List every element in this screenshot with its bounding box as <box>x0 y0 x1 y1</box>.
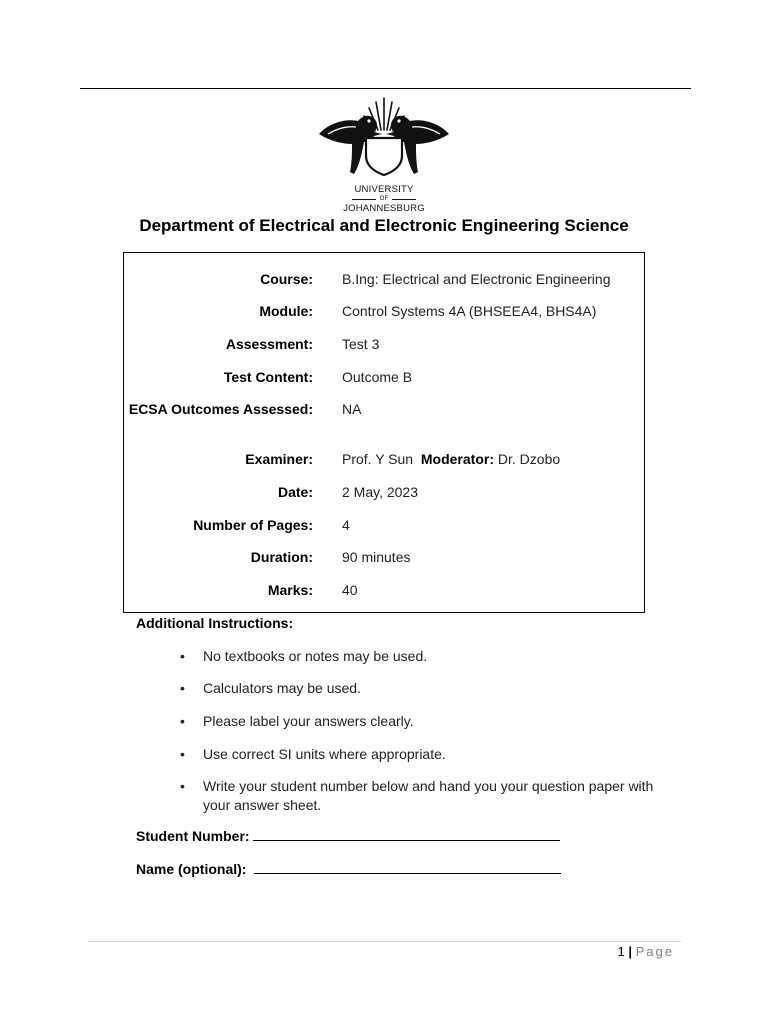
name-label: Name (optional): <box>136 861 247 877</box>
detail-value: Outcome B <box>342 369 413 385</box>
detail-label: ECSA Outcomes Assessed: <box>128 401 313 417</box>
detail-value: B.Ing: Electrical and Electronic Engineering <box>342 271 611 287</box>
detail-row-date <box>124 482 644 502</box>
name-line[interactable] <box>254 859 561 874</box>
logo-text-johannesburg: JOHANNESBURG <box>343 203 425 214</box>
assessment-details-box <box>123 252 645 613</box>
detail-row-assessment <box>124 334 644 354</box>
footer-rule <box>88 941 681 942</box>
header-rule <box>80 88 691 89</box>
moderator-name: Dr. Dzobo <box>497 451 561 467</box>
detail-value: 90 minutes <box>342 549 411 565</box>
student-number-line[interactable] <box>253 826 560 841</box>
bullet-icon: • <box>180 713 185 729</box>
logo-rule-left <box>352 199 376 200</box>
bullet-icon: • <box>180 746 185 762</box>
logo-text-of: OF <box>379 196 389 202</box>
detail-label: Test Content: <box>223 369 313 385</box>
detail-label: Module: <box>259 303 313 319</box>
student-number-label: Student Number: <box>136 828 250 844</box>
page-separator: | <box>628 944 632 959</box>
detail-label: Duration: <box>250 549 313 565</box>
detail-label: Marks: <box>267 582 313 598</box>
moderator-label: Moderator: <box>420 451 494 467</box>
page-footer <box>618 943 675 961</box>
bullet-icon: • <box>180 778 185 794</box>
list-item-text: Please label your answers clearly. <box>203 713 414 729</box>
examiner-name: Prof. Y Sun <box>342 451 414 467</box>
detail-value: 2 May, 2023 <box>342 484 419 500</box>
detail-value: Control Systems 4A (BHSEEA4, BHS4A) <box>342 303 597 319</box>
detail-value: 40 <box>342 582 358 598</box>
university-logo <box>314 94 454 216</box>
detail-row-duration <box>124 547 644 567</box>
detail-row-test-content <box>124 367 644 387</box>
detail-value <box>342 449 560 469</box>
list-item-text: Calculators may be used. <box>203 680 361 696</box>
detail-label: Assessment: <box>225 336 313 352</box>
detail-row-module <box>124 301 644 321</box>
detail-label: Number of Pages: <box>193 517 313 533</box>
detail-row-marks <box>124 580 644 600</box>
detail-label: Date: <box>277 484 313 500</box>
detail-value: NA <box>342 401 362 417</box>
list-item-text: Write your student number below and hand you your question paper with your answer sheet. <box>203 778 654 813</box>
logo-rule-right <box>392 199 416 200</box>
detail-row-pages <box>124 515 644 535</box>
student-number-field <box>136 826 560 846</box>
detail-label: Examiner: <box>245 451 313 467</box>
instructions-title: Additional Instructions: <box>136 615 294 631</box>
page-word: Page <box>635 944 674 959</box>
crest-icon <box>314 94 454 180</box>
department-title: Department of Electrical and Electronic Engineering Science <box>139 216 629 235</box>
list-item-text: No textbooks or notes may be used. <box>203 648 428 664</box>
detail-value: Test 3 <box>342 336 380 352</box>
logo-text-university: UNIVERSITY <box>354 184 414 195</box>
detail-row-course <box>124 269 644 289</box>
list-item-text: Use correct SI units where appropriate. <box>203 746 446 762</box>
detail-label: Course: <box>260 271 313 287</box>
page-number: 1 <box>617 944 625 959</box>
detail-value: 4 <box>342 517 350 533</box>
detail-row-examiner <box>124 449 644 469</box>
bullet-icon: • <box>180 648 185 664</box>
detail-row-ecsa-outcomes <box>124 399 644 419</box>
name-field <box>136 859 561 879</box>
bullet-icon: • <box>180 680 185 696</box>
